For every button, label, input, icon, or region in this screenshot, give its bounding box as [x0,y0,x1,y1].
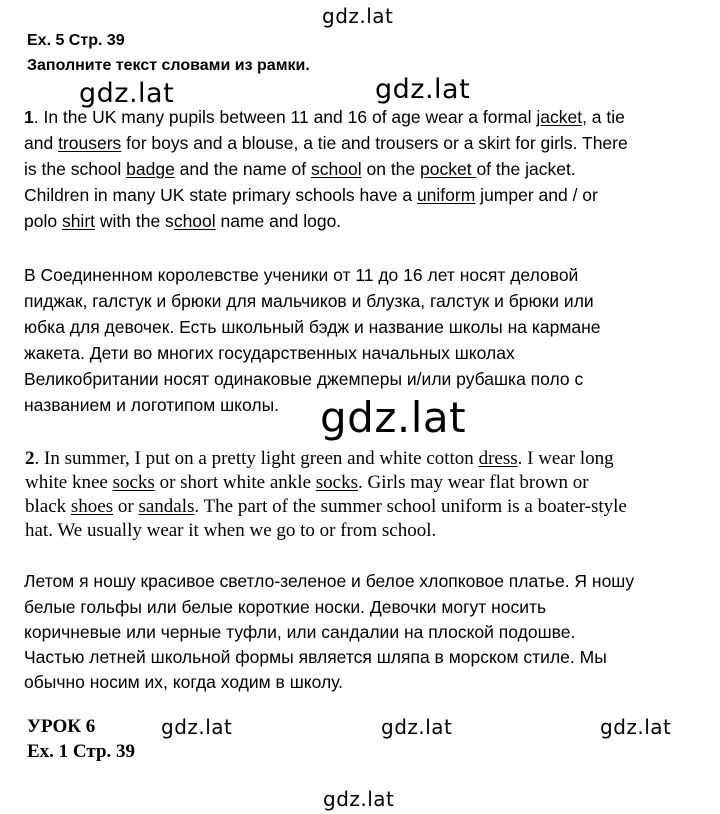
text-segment: white knee [25,472,113,493]
text-segment: with the s [95,211,174,231]
text-line [24,185,598,206]
text-segment: is the school [24,159,127,179]
text-segment: or short white ankle [154,472,316,493]
text-segment: and the name of [174,159,312,179]
lesson-heading: УРОК 6 [27,716,96,737]
watermark: gdz.lat [600,715,672,739]
filled-word: socks [315,472,358,493]
text-segment: . In the UK many pupils between 11 and 16 of age wear a formal [33,107,537,127]
text-line: Великобритании носят одинаковые джемперы и/или рубашка поло с [24,369,584,389]
text-line: обычно носим их, когда ходим в школу. [24,672,344,692]
filled-word: dress [478,448,518,469]
text-line: Летом я ношу красивое светло-зеленое и белое хлопковое платье. Я ношу [24,571,635,591]
filled-word: chool [173,211,216,231]
exercise-heading: Ex. 1 Стр. 39 [27,741,136,762]
watermark: gdz.lat [375,74,471,105]
text-segment: and [24,133,59,153]
text-line [24,211,341,232]
text-segment: . Girls may wear flat brown or [357,472,589,493]
text-line [24,133,628,154]
text-line: жакета. Дети во многих государственных начальных школах [24,343,515,363]
watermark: gdz.lat [79,78,175,109]
exercise-heading: Ex. 5 Стр. 39 [27,32,125,49]
text-segment: . The part of the summer school uniform is a boater-style [194,496,627,517]
filled-word: sandals [138,496,195,517]
filled-word: trousers [58,133,122,153]
text-line: белые гольфы или белые короткие носки. Девочки могут носить [24,597,547,617]
text-line [25,496,627,518]
text-segment: polo [24,211,62,231]
filled-word: pocket [420,159,477,179]
text-segment: hat. We usually wear it when we go to or from school. [25,520,437,541]
text-line [24,107,625,128]
text-segment: or [113,496,139,517]
instruction-text: Заполните текст словами из рамки. [27,57,310,74]
text-segment: . In summer, I put on a pretty light green and white cotton [34,448,479,469]
item-number: 2 [25,448,35,469]
text-line: коричневые или черные туфли, или сандалии на плоской подошве. [24,622,576,642]
text-segment: black [25,496,71,517]
filled-word: badge [126,159,175,179]
filled-word: uniform [416,185,476,205]
text-segment: Children in many UK state primary schools have a [24,185,417,205]
text-segment: on the [361,159,421,179]
text-line [24,159,576,180]
watermark: gdz.lat [161,715,233,739]
text-segment: of the jacket. [476,159,576,179]
text-line: Частью летней школьной формы является шляпа в морском стиле. Мы [24,647,607,667]
text-line: пиджак, галстук и брюки для мальчиков и блузка, галстук и брюки или [24,291,594,311]
text-line: В Соединенном королевстве ученики от 11 до 16 лет носят деловой [24,265,579,285]
filled-word: jacket [536,107,583,127]
watermark: gdz.lat [381,715,453,739]
text-line: названием и логотипом школы. [24,395,280,415]
text-line: юбка для девочек. Есть школьный бэдж и название школы на кармане [24,317,601,337]
text-segment: , a tie [582,107,625,127]
text-line [25,472,589,494]
text-line [25,520,436,542]
text-segment: jumper and / or [475,185,598,205]
filled-word: shirt [61,211,96,231]
item-number: 1 [24,107,34,127]
text-segment: name and logo. [215,211,342,231]
filled-word: school [311,159,362,179]
text-segment: for boys and a blouse, a tie and trousers or a skirt for girls. There [121,133,628,153]
text-segment: . I wear long [517,448,614,469]
filled-word: shoes [70,496,114,517]
watermark: gdz.lat [323,787,395,811]
filled-word: socks [112,472,155,493]
text-line [25,448,614,470]
watermark: gdz.lat [322,4,394,28]
watermark: gdz.lat [320,393,467,442]
